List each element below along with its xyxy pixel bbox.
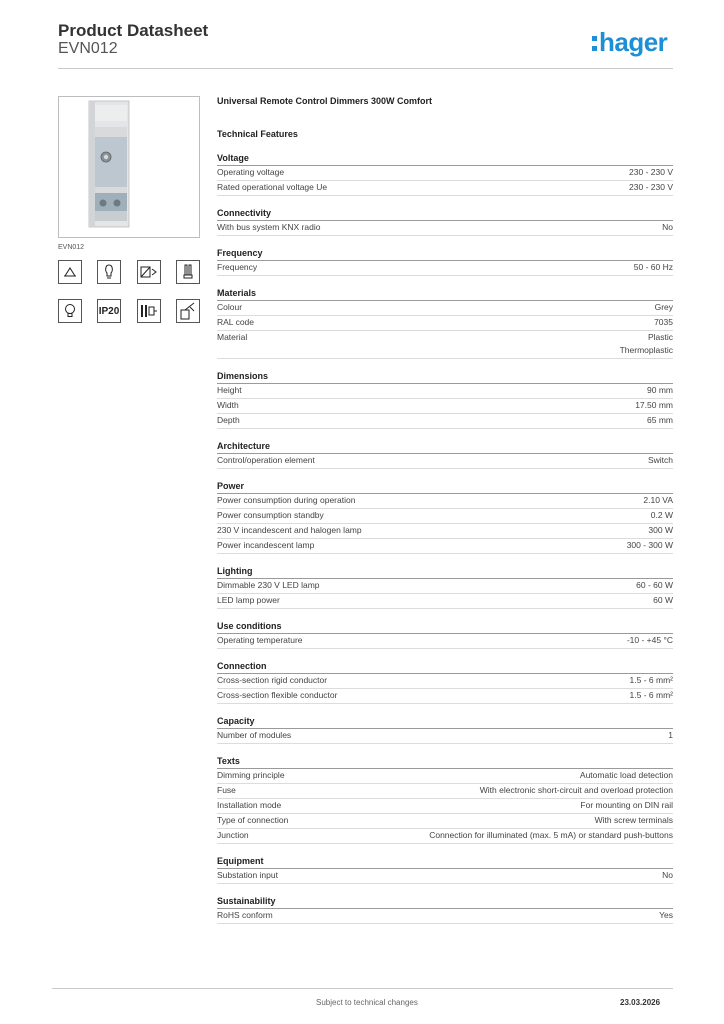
- spec-section: [217, 715, 673, 744]
- spec-label: Operating temperature: [217, 634, 303, 645]
- spec-row: [217, 494, 673, 509]
- spec-label: Control/operation element: [217, 454, 315, 465]
- spec-row: [217, 221, 673, 236]
- spec-value: No: [662, 869, 673, 880]
- spec-label: Colour: [217, 302, 243, 312]
- spec-row: [217, 331, 673, 359]
- spec-value: 17.50 mm: [635, 399, 673, 410]
- spec-section: [217, 565, 673, 609]
- halogen-lamp-icon: [97, 260, 121, 284]
- product-image: [58, 96, 200, 238]
- spec-section: [217, 440, 673, 469]
- spec-value: For mounting on DIN rail: [580, 799, 673, 810]
- spec-row: [217, 509, 673, 524]
- spec-row: [217, 799, 673, 814]
- spec-value: 65 mm: [647, 414, 673, 425]
- spec-label: Dimming principle: [217, 769, 285, 780]
- footer-note: Subject to technical changes: [316, 998, 418, 1007]
- spec-value: Grey: [654, 302, 673, 312]
- din-rail-dimmer-illustration: [59, 97, 199, 237]
- spec-row: [217, 814, 673, 829]
- section-title: Equipment: [217, 855, 673, 869]
- spec-row: [217, 674, 673, 689]
- spec-row: [217, 769, 673, 784]
- spec-row: [217, 301, 673, 316]
- spec-section: [217, 755, 673, 844]
- spec-label: With bus system KNX radio: [217, 222, 321, 232]
- section-title: Frequency: [217, 247, 673, 261]
- spec-row: [217, 414, 673, 429]
- footer-date: 23.03.2026: [620, 998, 661, 1007]
- section-title: Dimensions: [217, 370, 673, 384]
- spec-section: [217, 480, 673, 554]
- spec-value: 1: [668, 729, 673, 740]
- spec-label: Operating voltage: [217, 167, 285, 177]
- technical-features-title: Technical Features: [217, 129, 298, 139]
- spec-row: [217, 524, 673, 539]
- header-divider: [58, 68, 673, 69]
- spec-label: Fuse: [217, 784, 236, 795]
- led-lamp-icon: [58, 299, 82, 323]
- spec-value: 230 - 230 V: [629, 182, 673, 192]
- spec-row: [217, 729, 673, 744]
- section-title: Use conditions: [217, 620, 673, 634]
- spec-value: 50 - 60 Hz: [633, 262, 673, 272]
- spec-section: [217, 287, 673, 359]
- spec-value: 300 W: [648, 524, 673, 535]
- spec-label: Height: [217, 384, 242, 395]
- spec-value: 2.10 VA: [643, 494, 673, 505]
- fluorescent-lamp-icon: [176, 260, 200, 284]
- spec-value: 1.5 - 6 mm²: [629, 689, 673, 700]
- section-title: Power: [217, 480, 673, 494]
- spec-row: [217, 594, 673, 609]
- spec-section: [217, 660, 673, 704]
- spec-section: [217, 620, 673, 649]
- spec-value: Switch: [647, 454, 673, 465]
- spec-label: Power consumption during operation: [217, 494, 356, 505]
- spec-row: [217, 261, 673, 276]
- spec-section: [217, 152, 673, 196]
- spec-value: 230 - 230 V: [629, 167, 673, 177]
- din-rail-mounting-icon: [137, 299, 161, 323]
- spec-section: [217, 895, 673, 924]
- section-title: Capacity: [217, 715, 673, 729]
- spec-label: Junction: [217, 829, 249, 840]
- spec-value: 7035: [654, 317, 673, 327]
- spec-row: [217, 909, 673, 924]
- spec-label: Cross-section flexible conductor: [217, 689, 338, 700]
- spec-value: 60 W: [653, 594, 673, 605]
- spec-label: RoHS conform: [217, 909, 273, 920]
- spec-section: [217, 370, 673, 429]
- spec-label: Power consumption standby: [217, 509, 324, 520]
- spec-row: [217, 784, 673, 799]
- spec-value: 60 - 60 W: [636, 579, 673, 590]
- spec-value: -10 - +45 °C: [626, 634, 673, 645]
- spec-label: 230 V incandescent and halogen lamp: [217, 524, 362, 535]
- spec-row: [217, 384, 673, 399]
- datasheet-content: [217, 93, 673, 924]
- section-title: Connection: [217, 660, 673, 674]
- spec-value: Yes: [659, 909, 673, 920]
- product-title: Universal Remote Control Dimmers 300W Comfort: [217, 96, 433, 106]
- spec-row: [217, 454, 673, 469]
- spec-section: [217, 855, 673, 884]
- spec-value: 1.5 - 6 mm²: [629, 674, 673, 685]
- spec-row: [217, 634, 673, 649]
- section-title: Sustainability: [217, 895, 673, 909]
- spec-value: With electronic short-circuit and overload protection: [479, 784, 673, 795]
- spec-value: Automatic load detection: [579, 769, 673, 780]
- spec-row: [217, 181, 673, 196]
- spec-section: [217, 207, 673, 236]
- spec-row: [217, 579, 673, 594]
- product-code: EVN012: [58, 40, 118, 57]
- spec-label: Rated operational voltage Ue: [217, 182, 328, 192]
- section-title: Voltage: [217, 152, 673, 166]
- spec-row: [217, 689, 673, 704]
- spec-label: Width: [217, 399, 239, 410]
- electronic-transformer-icon: [58, 260, 82, 284]
- section-title: Architecture: [217, 440, 673, 454]
- spec-label: Frequency: [217, 262, 258, 272]
- spec-sections: [217, 152, 673, 924]
- spec-value: Plastic Thermoplastic: [619, 332, 673, 356]
- spec-row: [217, 166, 673, 181]
- spec-row: [217, 539, 673, 554]
- spec-label: LED lamp power: [217, 594, 280, 605]
- spec-label: Dimmable 230 V LED lamp: [217, 579, 320, 590]
- spec-label: Power incandescent lamp: [217, 539, 315, 550]
- section-title: Lighting: [217, 565, 673, 579]
- logo-dots-icon: [592, 27, 598, 57]
- spec-value: No: [662, 222, 673, 232]
- spec-value: Connection for illuminated (max. 5 mA) or standard push-buttons: [429, 829, 673, 840]
- spec-value: 0.2 W: [650, 509, 673, 520]
- spec-label: Installation mode: [217, 799, 282, 810]
- spec-section: [217, 247, 673, 276]
- spec-row: [217, 399, 673, 414]
- hager-logo: [592, 27, 667, 57]
- footer-divider: [52, 988, 673, 989]
- spec-label: Material: [217, 332, 248, 342]
- spec-value: 90 mm: [647, 384, 673, 395]
- spec-value: With screw terminals: [594, 814, 673, 825]
- spec-label: Depth: [217, 414, 240, 425]
- spec-value: 300 - 300 W: [626, 539, 673, 550]
- product-caption: EVN012: [58, 244, 85, 251]
- spec-label: Substation input: [217, 869, 278, 880]
- section-title: Connectivity: [217, 207, 673, 221]
- spec-row: [217, 829, 673, 844]
- spec-label: Cross-section rigid conductor: [217, 674, 328, 685]
- logo-text: hager: [599, 27, 668, 57]
- page-title: Product Datasheet: [58, 21, 209, 40]
- spec-label: Type of connection: [217, 814, 289, 825]
- spec-label: Number of modules: [217, 729, 292, 740]
- push-button-control-icon: [176, 299, 200, 323]
- section-title: Texts: [217, 755, 673, 769]
- dimmer-symbol-icon: [137, 260, 161, 284]
- spec-row: [217, 316, 673, 331]
- spec-row: [217, 869, 673, 884]
- ip20-rating-badge: IP20: [97, 299, 121, 323]
- spec-label: RAL code: [217, 317, 255, 327]
- section-title: Materials: [217, 287, 673, 301]
